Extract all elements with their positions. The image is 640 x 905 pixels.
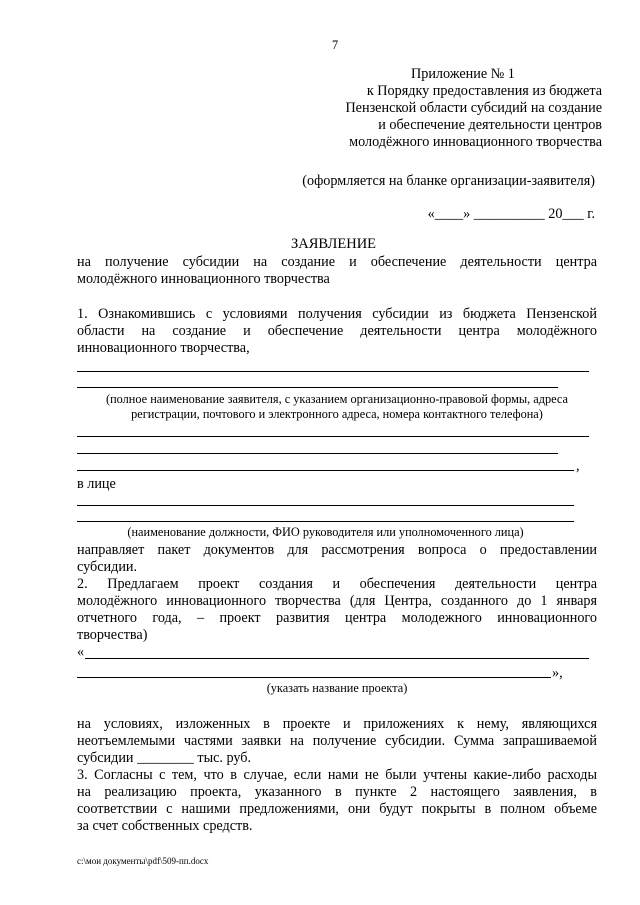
p1-line: 1. Ознакомившись с условиями получения субсидии из бюджета Пензенской (77, 306, 597, 322)
terms-line: неотъемлемыми частями заявки на получение субсидии. Сумма запрашиваемой (77, 733, 597, 749)
page-number: 7 (332, 38, 339, 52)
quote-close: », (552, 665, 563, 681)
heading-line: на получение субсидии на создание и обеспечение деятельности центра (77, 254, 597, 270)
applicant-blank-line (77, 470, 574, 471)
document-heading: ЗАЯВЛЕНИЕ (291, 236, 377, 252)
date-template: «____» __________ 20___ г. (427, 206, 595, 222)
project-blank-line (77, 677, 551, 678)
footer-file-path: c:\мои документы\pdf\509-пп.docx (77, 856, 209, 866)
appendix-title: Приложение № 1 (411, 66, 515, 82)
in-person-label: в лице (77, 476, 116, 492)
p1-line: инновационного творчества, (77, 340, 250, 356)
project-blank-line (85, 658, 589, 659)
applicant-blank-line (77, 371, 589, 372)
p3-line: соответствии с нашими предложениями, они будут покрыты в полном объеме (77, 801, 597, 817)
applicant-caption: регистрации, почтового и электронного адреса, номера контактного телефона) (131, 407, 543, 421)
sends-line: субсидии. (77, 559, 138, 575)
heading-line: молодёжного инновационного творчества (77, 271, 330, 287)
person-blank-line (77, 505, 574, 506)
applicant-blank-line (77, 436, 589, 437)
applicant-blank-line (77, 453, 558, 454)
appendix-line: и обеспечение деятельности центров (378, 117, 602, 133)
comma: , (576, 458, 580, 474)
quote-open: « (77, 644, 85, 660)
person-blank-line (77, 521, 574, 522)
applicant-blank-line (77, 387, 558, 388)
p2-line: творчества) (77, 627, 148, 643)
p2-line: отчетного года, – проект развития центра молодежного инновационного (77, 610, 597, 626)
letterhead-note: (оформляется на бланке организации-заявителя) (302, 173, 595, 189)
p3-line: 3. Согласны с тем, что в случае, если нами не были учтены какие-либо расходы (77, 767, 597, 783)
p2-line: 2. Предлагаем проект создания и обеспечения деятельности центра (77, 576, 597, 592)
p2-line: молодёжного инновационного творчества (для Центра, созданного до 1 января (77, 593, 597, 609)
sends-line: направляет пакет документов для рассмотрения вопроса о предоставлении (77, 542, 597, 558)
appendix-line: к Порядку предоставления из бюджета (366, 83, 602, 99)
project-caption: (указать название проекта) (266, 681, 408, 695)
person-caption: (наименование должности, ФИО руководителя или уполномоченного лица) (127, 525, 524, 539)
terms-line: субсидии ________ тыс. руб. (77, 750, 252, 766)
terms-line: на условиях, изложенных в проекте и приложениях к нему, являющихся (77, 716, 597, 732)
applicant-caption: (полное наименование заявителя, с указанием организационно-правовой формы, адреса (106, 392, 568, 406)
p1-line: области на создание и обеспечение деятельности центра молодёжного (77, 323, 597, 339)
p3-line: на реализацию проекта, указанного в пункте 2 настоящего заявления, в (77, 784, 597, 800)
appendix-line: молодёжного инновационного творчества (349, 134, 602, 150)
appendix-line: Пензенской области субсидий на создание (345, 100, 602, 116)
p3-line: за счет собственных средств. (77, 818, 253, 834)
